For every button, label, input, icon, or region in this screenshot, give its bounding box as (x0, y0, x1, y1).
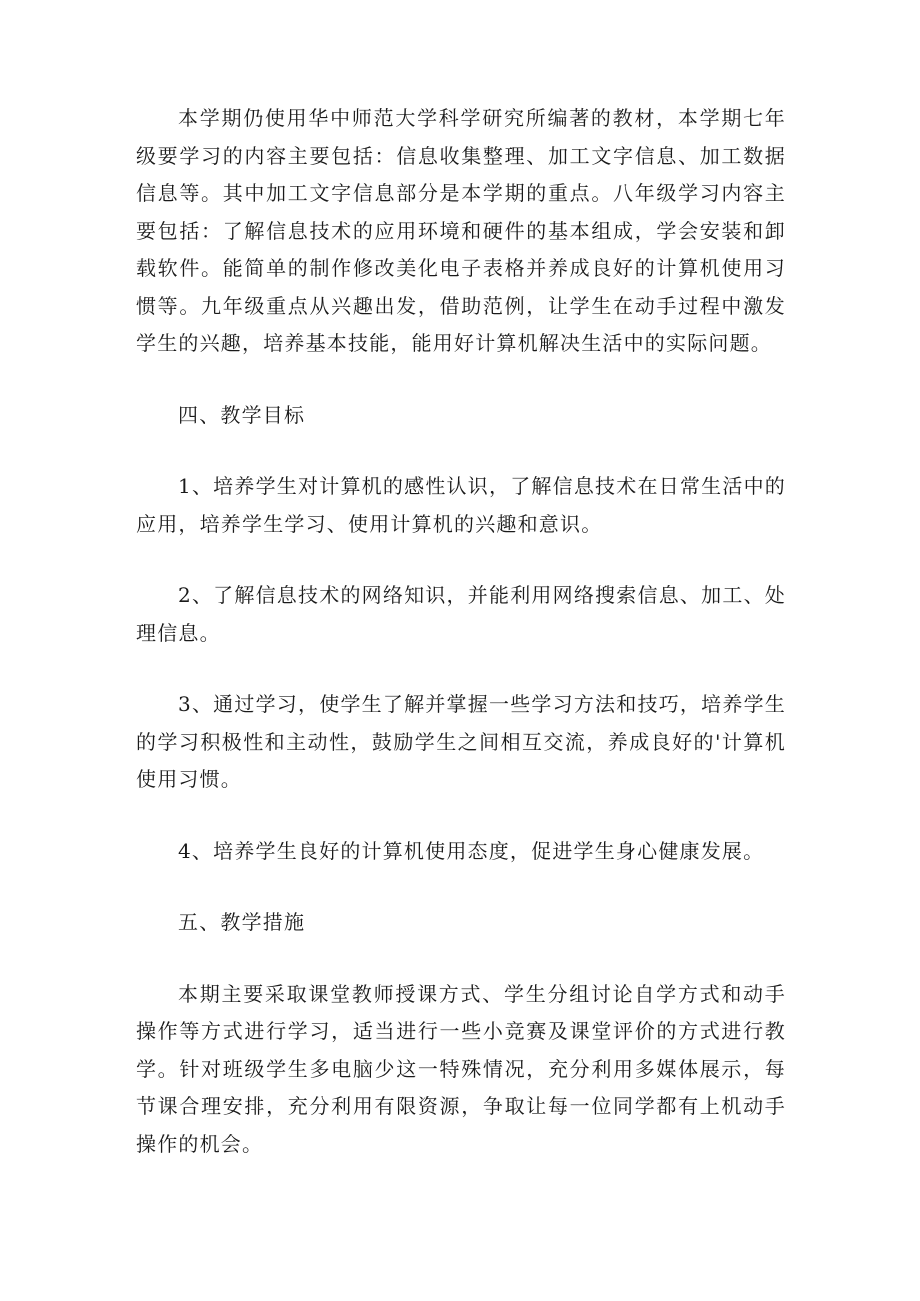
goal-item-1: 1、培养学生对计算机的感性认识，了解信息技术在日常生活中的应用，培养学生学习、使用计算机的兴趣和意识。 (136, 474, 786, 536)
document-page (136, 100, 786, 1163)
goal-item-3: 3、通过学习，使学生了解并掌握一些学习方法和技巧，培养学生的学习积极性和主动性，鼓励学生之间相互交流，养成良好的'计算机使用习惯。 (136, 692, 786, 791)
intro-paragraph: 本学期仍使用华中师范大学科学研究所编著的教材，本学期七年级要学习的内容主要包括：信息收集整理、加工文字信息、加工数据信息等。其中加工文字信息部分是本学期的重点。八年级学习内容主要包括：了解信息技术的应用环境和硬件的基本组成，学会安装和卸载软件。能简单的制作修改美化电子表格并养成良好的计算机使用习惯等。九年级重点从兴趣出发，借助范例，让学生在动手过程中激发学生的兴趣，培养基本技能，能用好计算机解决生活中的实际问题。 (136, 106, 786, 355)
section-four-heading: 四、教学目标 (178, 402, 306, 427)
section-five-heading: 五、教学措施 (178, 910, 306, 934)
goal-item-4: 4、培养学生良好的计算机使用态度，促进学生身心健康发展。 (178, 838, 765, 863)
measures-paragraph: 本期主要采取课堂教师授课方式、学生分组讨论自学方式和动手操作等方式进行学习，适当进行一些小竞赛及课堂评价的方式进行教学。针对班级学生多电脑少这一特殊情况，充分利用多媒体展示，每节课合理安排，充分利用有限资源，争取让每一位同学都有上机动手操作的机会。 (136, 981, 786, 1156)
goal-item-2: 2、了解信息技术的网络知识，并能利用网络搜索信息、加工、处理信息。 (136, 583, 786, 645)
